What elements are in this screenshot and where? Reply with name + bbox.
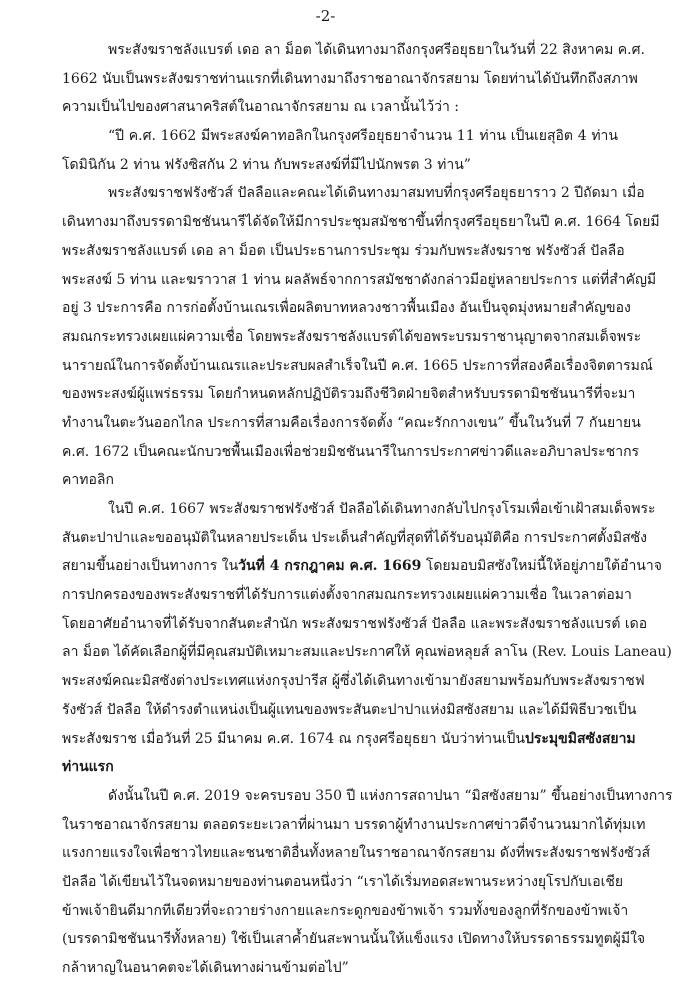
text-line	[62, 610, 648, 639]
emphasized-text: วันที่ 4 กรกฎาคม ค.ศ. 1669	[238, 558, 422, 575]
line-text: คาทอลิก	[62, 472, 114, 489]
line-text: ในปี ค.ศ. 1667 พระสังฆราชฟรังซัวส์ ปัลลือได้เดินทางกลับไปกรุงโรมเพื่อเข้าเฝ้าสมเด็จพระ	[108, 501, 656, 517]
line-text: ค.ศ. 1672 เป็นคณะนักบวชพื้นเมืองเพื่อช่วยมิชชันนารีในการประกาศข่าวดีและอภิบาลประชากร	[62, 443, 640, 460]
line-text: ดังนั้นในปี ค.ศ. 2019 จะครบรอบ 350 ปี แห่งการสถาปนา “มิสซังสยาม” ขึ้นอย่างเป็นทางการ	[108, 787, 673, 804]
line-text: ความเป็นไปของศาสนาคริสต์ในอาณาจักรสยาม ณ เวลานั้นไว้ว่า :	[62, 99, 460, 116]
text-line	[62, 725, 636, 754]
text-line	[62, 552, 662, 581]
text-line	[62, 782, 673, 811]
line-text: ทำงานในตะวันออกไกล ประการที่สามคือเรื่องการจัดตั้ง “คณะรักกางเขน” ขึ้นในวันที่ 7 กันยายน	[62, 414, 641, 431]
line-text: โดยมอบมิสซังใหม่นี้ให้อยู่ภายใต้อำนาจ	[421, 558, 662, 575]
text-line	[62, 925, 646, 954]
text-line	[62, 93, 618, 122]
paragraph	[62, 179, 660, 495]
line-text: พระสังฆราช เมื่อวันที่ 25 มีนาคม ค.ศ. 1674 ณ กรุงศรีอยุธยา นับว่าท่านเป็น	[62, 730, 525, 747]
text-line	[62, 466, 618, 495]
text-line	[62, 897, 629, 926]
text-line	[62, 811, 646, 840]
text-line	[62, 380, 636, 409]
line-text: เดินทางมาถึงบรรดามิชชันนารีได้จัดให้มีการประชุมสมัชชาขึ้นที่กรุงศรีอยุธยาในปี ค.ศ. 1664 โดยมี	[62, 214, 660, 231]
emphasized-text: ประมุขมิสซังสยาม	[524, 730, 636, 747]
line-text: ลา ม็อต ได้คัดเลือกผู้ที่มีคุณสมบัติเหมาะสมและประกาศให้ คุณพ่อหลุยส์ ลาโน (Rev. Louis Laneau)	[62, 644, 672, 661]
line-text: พระสังฆราชลังแบรต์ เดอ ลา ม็อต เป็นประธานการประชุม ร่วมกับพระสังฆราช ฟรังซัวส์ ปัลลือ	[62, 242, 625, 259]
text-line	[62, 667, 645, 696]
paragraph	[62, 122, 618, 179]
line-text: 1662 นับเป็นพระสังฆราชท่านแรกที่เดินทางมาถึงราชอาณาจักรสยาม โดยท่านได้บันทึกถึงสภาพ	[62, 70, 638, 87]
page-number: -2-	[315, 7, 336, 25]
text-line	[62, 495, 656, 524]
text-line	[62, 208, 660, 237]
line-text: (บรรดามิชชันนารีทั้งหลาย) ใช้เป็นเสาค้ำยันสะพานนั้นให้แข็งแรง เปิดทางให้บรรดาธรรมทูตผู้มีใจ	[62, 931, 646, 948]
text-line	[62, 179, 645, 208]
text-line	[62, 868, 624, 897]
text-line	[62, 151, 618, 180]
emphasized-text: ท่านแรก	[62, 759, 114, 776]
text-line	[62, 65, 638, 94]
text-line	[62, 266, 657, 295]
document-body	[62, 36, 673, 983]
line-text: นารายณ์ในการจัดตั้งบ้านเณรและประสบผลสำเร็จในปี ค.ศ. 1665 ประการที่สองคือเรื่องจิตตารมณ์	[62, 357, 653, 374]
text-line	[62, 839, 651, 868]
line-text: ปัลลือ ได้เขียนไว้ในจดหมายของท่านตอนหนึ่งว่า “เราได้เริ่มทอดสะพานระหว่างยุโรปกับเอเชีย	[62, 873, 624, 890]
line-text: โดมินิกัน 2 ท่าน ฟรังซิสกัน 2 ท่าน กับพระสงฆ์ที่มีไปนักพรต 3 ท่าน”	[62, 156, 471, 173]
line-text: ของพระสงฆ์ผู้แพร่ธรรม โดยกำหนดหลักปฏิบัติรวมถึงชีวิตฝ่ายจิตสำหรับบรรดามิชชันนารีที่จะมา	[62, 386, 636, 403]
line-text: พระสังฆราชลังแบรต์ เดอ ลา ม็อต ได้เดินทางมาถึงกรุงศรีอยุธยาในวันที่ 22 สิงหาคม ค.ศ.	[108, 42, 645, 58]
text-line	[62, 352, 653, 381]
line-text: การปกครองของพระสังฆราชที่ได้รับการแต่งตั้งจากสมณกระทรวงเผยแผ่ความเชื่อ ในเวลาต่อมา	[62, 587, 632, 604]
text-line	[62, 753, 618, 782]
line-text: สันตะปาปาและขออนุมัติในหลายประเด็น ประเด็นสำคัญที่สุดที่ได้รับอนุมัติคือ การประกาศตั้งมิสซัง	[62, 529, 647, 546]
line-text: พระสงฆ์ 5 ท่าน และฆราวาส 1 ท่าน ผลลัพธ์จากการสมัชชาดังกล่าวมีอยู่หลายประการ แต่ที่สำคัญมี	[62, 271, 657, 288]
line-text: สยามขึ้นอย่างเป็นทางการ ใน	[62, 558, 239, 575]
text-line	[62, 36, 645, 65]
text-line	[62, 696, 637, 725]
text-line	[62, 954, 618, 983]
line-text: พระสงฆ์คณะมิสซังต่างประเทศแห่งกรุงปารีส ผู้ซึ่งได้เดินทางเข้ามายังสยามพร้อมกับพระสังฆราชฟ	[62, 673, 645, 690]
line-text: โดยอาศัยอำนาจที่ได้รับจากสันตะสำนัก พระสังฆราชฟรังซัวส์ ปัลลือ และพระสังฆราชลังแบรต์ เดอ	[62, 615, 648, 632]
text-line	[62, 638, 672, 667]
text-line	[62, 581, 632, 610]
line-text: อยู่ 3 ประการคือ การก่อตั้งบ้านเณรเพื่อผลิตบาทหลวงชาวพื้นเมือง อันเป็นจุดมุ่งหมายสำคัญของ	[62, 300, 631, 317]
line-text: สมณกระทรวงเผยแผ่ความเชื่อ โดยพระสังฆราชลังแบรต์ได้ขอพระบรมราชานุญาตจากสมเด็จพระ	[62, 328, 642, 345]
line-text: ในราชอาณาจักรสยาม ตลอดระยะเวลาที่ผ่านมา บรรดาผู้ทำงานประกาศข่าวดีจำนวนมากได้ทุ่มเท	[62, 816, 646, 833]
text-line	[62, 323, 642, 352]
text-line	[62, 122, 618, 151]
paragraph	[62, 36, 645, 122]
line-text: “ปี ค.ศ. 1662 มีพระสงฆ์คาทอลิกในกรุงศรีอยุธยาจำนวน 11 ท่าน เป็นเยสุอิต 4 ท่าน	[108, 128, 618, 145]
text-line	[62, 409, 641, 438]
text-line	[62, 524, 647, 553]
paragraph	[62, 495, 672, 782]
line-text: ข้าพเจ้ายินดีมากทีเดียวที่จะถวายร่างกายและกระดูกของข้าพเจ้า รวมทั้งของลูกที่รักของข้าพเจ้า	[62, 902, 629, 919]
text-line	[62, 237, 625, 266]
text-line	[62, 294, 631, 323]
paragraph	[62, 782, 673, 983]
text-line	[62, 438, 640, 467]
line-text: รังซัวส์ ปัลลือ ให้ดำรงตำแหน่งเป็นผู้แทนของพระสันตะปาปาแห่งมิสซังสยาม และได้มีพิธีบวชเป็น	[62, 701, 637, 718]
line-text: แรงกายแรงใจเพื่อชาวไทยและชนชาติอื่นทั้งหลายในราชอาณาจักรสยาม ดังที่พระสังฆราชฟรังซัวส์	[62, 845, 651, 862]
line-text: กล้าหาญในอนาคตจะได้เดินทางผ่านข้ามต่อไป”	[62, 960, 349, 976]
line-text: พระสังฆราชฟรังซัวส์ ปัลลือและคณะได้เดินทางมาสมทบที่กรุงศรีอยุธยาราว 2 ปีถัดมา เมื่อ	[108, 185, 645, 202]
